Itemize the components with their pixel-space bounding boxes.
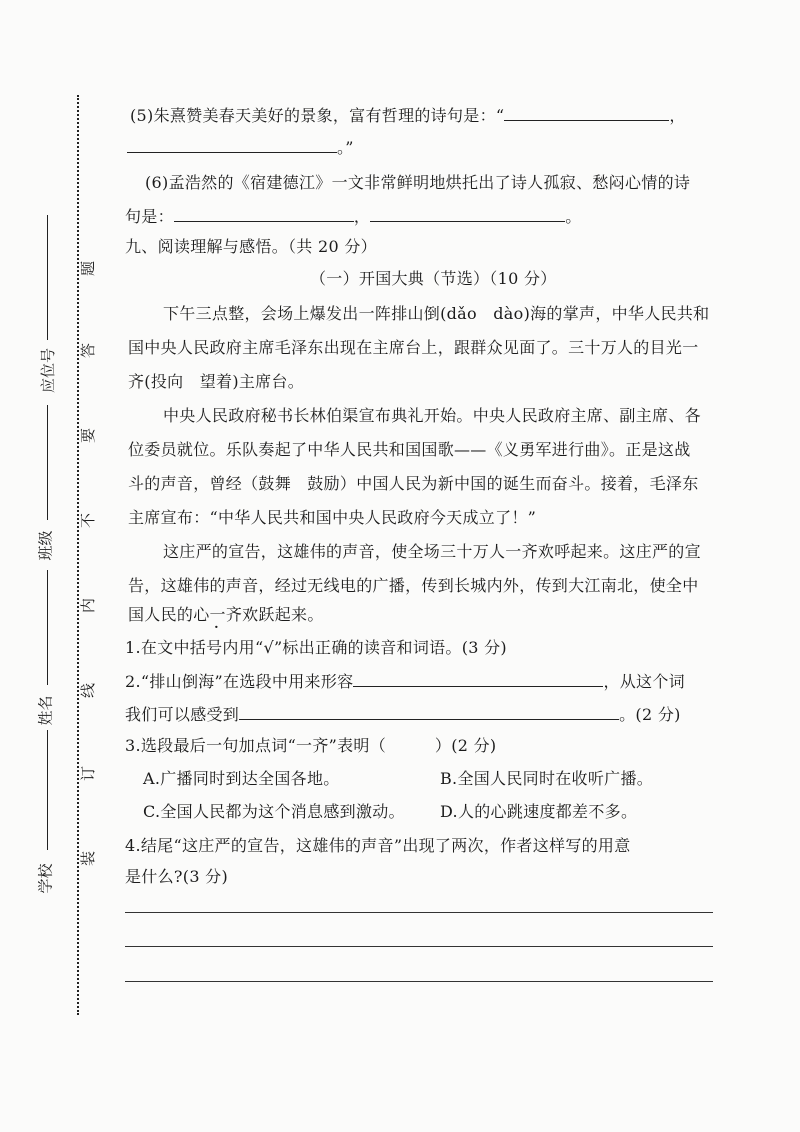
answer-line-3[interactable] [125,981,713,982]
passage-p1-line1: 下午三点整，会场上爆发出一阵排山倒(dǎo dào)海的掌声，中华人民共和 [163,304,710,323]
passage-p2-line3: 斗的声音，曾经（鼓舞 鼓励）中国人民为新中国的诞生而奋斗。接着，毛泽东 [128,474,699,493]
answer-line-1[interactable] [125,912,713,913]
q2-blank-1[interactable] [353,670,603,687]
margin-char-ti: 题 [79,260,98,277]
passage-p2-line4: 主席宣布：“中华人民共和国中央人民政府今天成立了！” [128,508,537,527]
passage-p3-line2: 告，这雄伟的声音，经过无线电的广播，传到长城内外，传到大江南北，使全中 [128,576,699,595]
dotted-word-yiqi: 一齐 [209,605,243,624]
margin-char-zhuang: 装 [79,850,98,867]
passage-p2-line1: 中央人民政府秘书长林伯渠宣布典礼开始。中央人民政府主席、副主席、各 [163,406,701,425]
margin-char-bu: 不 [79,512,98,529]
school-label: 学校 [36,863,55,894]
passage-title: （一）开国大典（节选）（10 分） [310,269,557,288]
passage-p3-line3: 国人民的心一齐欢跃起来。 [128,605,324,624]
binding-dotted-line [77,95,79,1015]
q3-option-c[interactable]: C.全国人民都为这个消息感到激动。 [143,802,405,821]
question-4-line1: 4.结尾“这庄严的宣告，这雄伟的声音”出现了两次，作者这样写的用意 [125,836,631,855]
question-2-line1: 2.“排山倒海”在选段中用来形容 ，从这个词 [125,672,685,691]
q6-line2: 句是： ， 。 [125,207,582,226]
q6-line1: (6)孟浩然的《宿建德江》一文非常鲜明地烘托出了诗人孤寂、愁闷心情的诗 [145,173,691,192]
name-blank [47,570,48,685]
answer-line-2[interactable] [125,946,713,947]
passage-p1-line3: 齐(投向 望着)主席台。 [128,372,305,391]
passage-p2-line2: 位委员就位。乐队奏起了中华人民共和国国歌——《义勇军进行曲》。正是这战 [128,440,691,459]
q6-blank-1[interactable] [174,205,354,222]
question-2-line2: 我们可以感受到 。(2 分) [125,705,681,724]
margin-char-nei: 内 [79,597,98,614]
q2-blank-2[interactable] [239,703,619,720]
q3-option-a[interactable]: A.广播同时到达全国各地。 [143,769,340,788]
question-4-line2: 是什么?(3 分) [125,867,229,886]
passage-p3-line1: 这庄严的宣告，这雄伟的声音，使全场三十万人一齐欢呼起来。这庄严的宣 [163,542,701,561]
seat-number-label: 应位号 [39,347,58,394]
q3-option-b[interactable]: B.全国人民同时在收听广播。 [440,769,654,788]
q3-option-d[interactable]: D.人的心跳速度都差不多。 [440,802,638,821]
margin-char-da: 答 [79,342,98,359]
q5-line1: (5)朱熹赞美春天美好的景象，富有哲理的诗句是：“ ， [130,106,686,125]
class-blank [47,405,48,520]
section-9-title: 九、阅读理解与感悟。（共 20 分） [125,237,377,256]
question-3: 3.选段最后一句加点词“一齐”表明（ ）(2 分) [125,736,497,755]
school-blank [47,730,48,850]
q6-blank-2[interactable] [370,205,565,222]
name-label: 姓名 [36,695,55,726]
question-1: 1.在文中括号内用“√”标出正确的读音和词语。(3 分) [125,638,507,657]
q5-line2: 。” [127,136,354,159]
class-label: 班级 [36,530,55,561]
passage-p1-line2: 国中央人民政府主席毛泽东出现在主席台上，跟群众见面了。三十万人的目光一 [128,338,699,357]
seat-number-blank [47,215,48,340]
margin-char-ding: 订 [79,765,98,782]
q5-blank-1[interactable] [504,104,669,121]
q5-blank-2[interactable] [127,136,337,153]
margin-char-yao: 要 [79,427,98,444]
margin-char-xian: 线 [79,682,98,699]
